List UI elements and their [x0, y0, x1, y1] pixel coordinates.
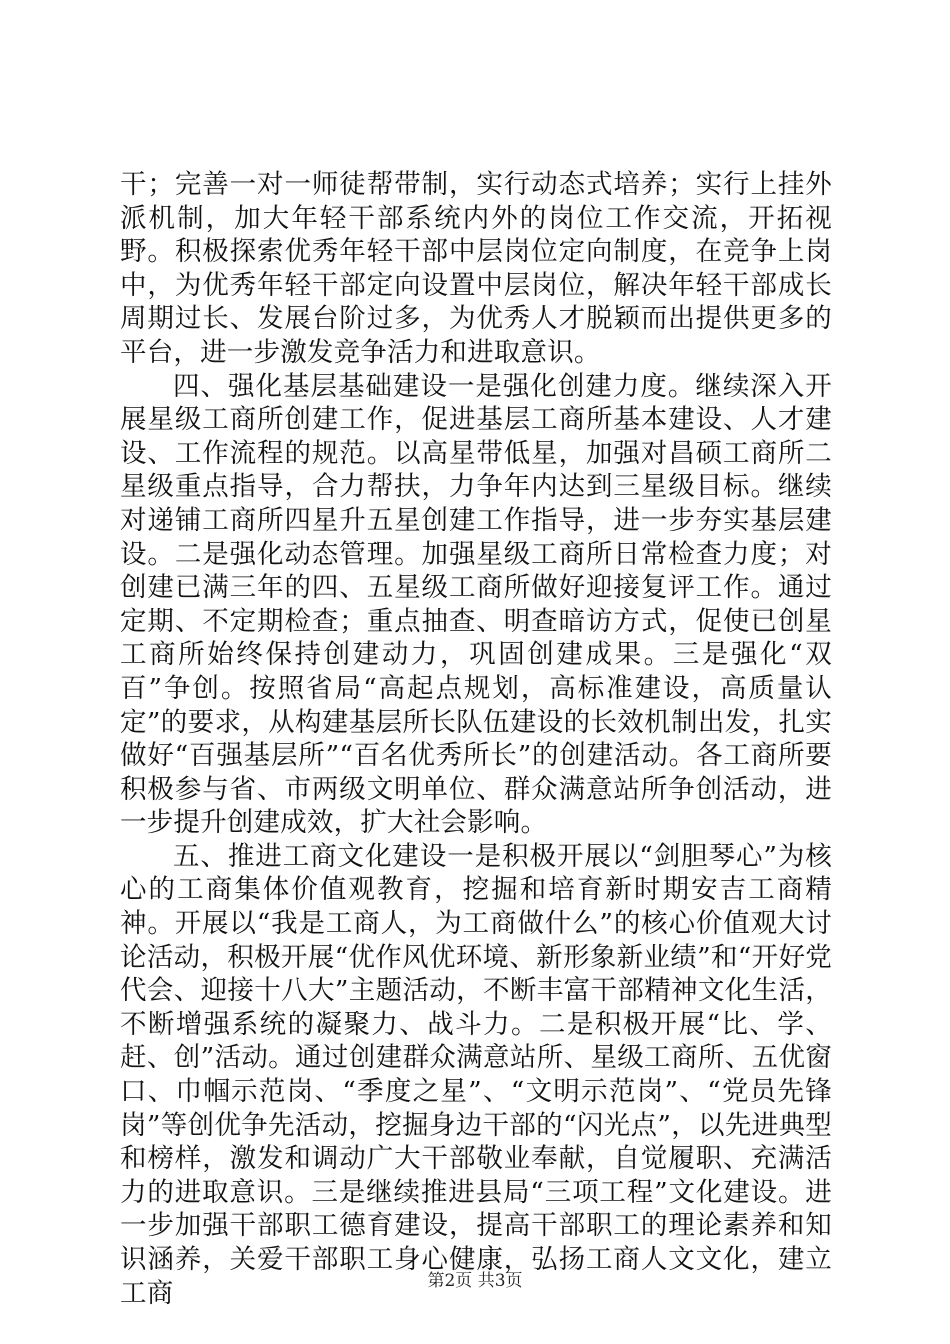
page-number-footer: 第2页 共3页 [427, 1271, 523, 1291]
document-body [120, 168, 832, 1310]
paragraph-section-five: 五、推进工商文化建设一是积极开展以“剑胆琴心”为核心的工商集体价值观教育，挖掘和培育新时期安吉工商精神。开展以“我是工商人，为工商做什么”的核心价值观大讨论活动，积极开展“优作风优环境、新形象新业绩”和“开好党代会、迎接十八大”主题活动，不断丰富干部精神文化生活，不断增强系统的凝聚力、战斗力。二是积极开展“比、学、赶、创”活动。通过创建群众满意站所、星级工商所、五优窗口、巾帼示范岗、“季度之星”、“文明示范岗”、“党员先锋岗”等创优争先活动，挖掘身边干部的“闪光点”，以先进典型和榜样，激发和调动广大干部敬业奉献，自觉履职、充满活力的进取意识。三是继续推进县局“三项工程”文化建设。进一步加强干部职工德育建设，提高干部职工的理论素养和知识涵养，关爱干部职工身心健康，弘扬工商人文文化，建立工商 [120, 840, 832, 1309]
paragraph-section-four: 四、强化基层基础建设一是强化创建力度。继续深入开展星级工商所创建工作，促进基层工商所基本建设、人才建设、工作流程的规范。以高星带低星，加强对昌硕工商所二星级重点指导，合力帮扶，力争年内达到三星级目标。继续对递铺工商所四星升五星创建工作指导，进一步夯实基层建设。二是强化动态管理。加强星级工商所日常检查力度；对创建已满三年的四、五星级工商所做好迎接复评工作。通过定期、不定期检查；重点抽查、明查暗访方式，促使已创星工商所始终保持创建动力，巩固创建成果。三是强化“双百”争创。按照省局“高起点规划，高标准建设，高质量认定”的要求，从构建基层所长队伍建设的长效机制出发，扎实做好“百强基层所”“百名优秀所长”的创建活动。各工商所要积极参与省、市两级文明单位、群众满意站所争创活动，进一步提升创建成效，扩大社会影响。 [120, 370, 832, 839]
paragraph-continuation: 干；完善一对一师徒帮带制，实行动态式培养；实行上挂外派机制，加大年轻干部系统内外的岗位工作交流，开拓视野。积极探索优秀年轻干部中层岗位定向制度，在竞争上岗中，为优秀年轻干部定向设置中层岗位，解决年轻干部成长周期过长、发展台阶过多，为优秀人才脱颖而出提供更多的平台，进一步激发竞争活力和进取意识。 [120, 169, 832, 368]
